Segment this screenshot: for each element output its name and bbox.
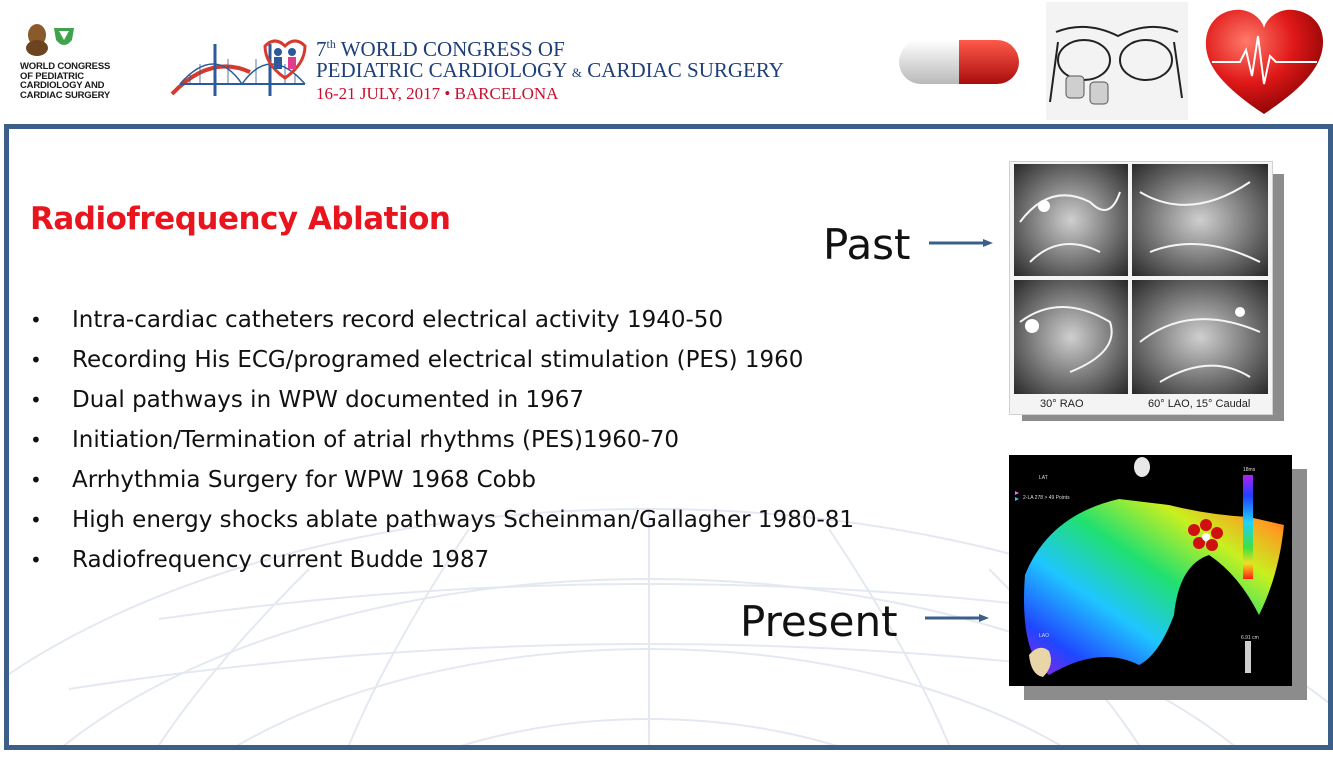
map-label-lao: LAO [1039,633,1050,639]
bullet-dot-icon: • [30,548,42,572]
congress-ordinal: 7 [316,37,327,61]
present-label: Present [740,597,898,646]
bullet-dot-icon: • [30,348,42,372]
surgical-loupes-image [1046,2,1188,120]
congress-dates: 16-21 JULY, 2017 • BARCELONA [316,84,559,103]
bullet-dot-icon: • [30,388,42,412]
congress-header [0,0,1333,124]
arrow-right-icon [929,239,993,247]
bullet-item: • Arrhythmia Surgery for WPW 1968 Cobb [30,460,854,500]
bullet-item: • High energy shocks ablate pathways Scheinman/Gallagher 1980-81 [30,500,854,540]
congress-line2-a: PEDIATRIC CARDIOLOGY [316,58,567,82]
bullet-item: • Dual pathways in WPW documented in 1967 [30,380,854,420]
xray-label-lao: 60° LAO, 15° Caudal [1148,398,1251,410]
bullet-item: • Intra-cardiac catheters record electrical activity 1940-50 [30,300,854,340]
xray-label-rao: 30° RAO [1040,398,1084,410]
map-scale-bottom: 6.91 cm [1241,635,1259,641]
bullet-list [30,300,854,580]
past-label: Past [823,220,911,269]
map-scale-top: 18ms [1243,467,1256,473]
congress-line1: WORLD CONGRESS OF [340,37,565,61]
wcpc-logo-text: WORLD CONGRESS OF PEDIATRIC CARDIOLOGY AND CARDIAC SURGERY [20,61,111,101]
activation-map-render [1009,455,1292,686]
map-label-lat: LAT [1039,475,1048,481]
bullet-item: • Recording His ECG/programed electrical stimulation (PES) 1960 [30,340,854,380]
bullet-dot-icon: • [30,508,42,532]
congress-line2-b: CARDIAC SURGERY [587,58,784,82]
electroanatomic-map-image [1009,455,1292,686]
bullet-item: • Initiation/Termination of atrial rhythms (PES)1960-70 [30,420,854,460]
bullet-dot-icon: • [30,468,42,492]
bullet-dot-icon: • [30,428,42,452]
pill-capsule-icon [893,34,1025,90]
xray-quadrants [1010,162,1272,414]
congress-title [316,34,784,105]
fluoroscopy-xray-image [1009,161,1273,415]
congress-ampersand: & [571,65,583,80]
barcelona-bridge-logo-icon [170,34,312,100]
slide-frame [4,124,1333,750]
heart-ecg-icon [1202,6,1327,118]
bullet-dot-icon: • [30,308,42,332]
congress-ordinal-suffix: th [326,37,336,51]
arrow-right-icon [925,614,989,622]
map-label-points: 2-LA 278 > 49 Points [1023,495,1070,501]
bullet-item: • Radiofrequency current Budde 1987 [30,540,854,580]
slide-title: Radiofrequency Ablation [30,201,451,237]
